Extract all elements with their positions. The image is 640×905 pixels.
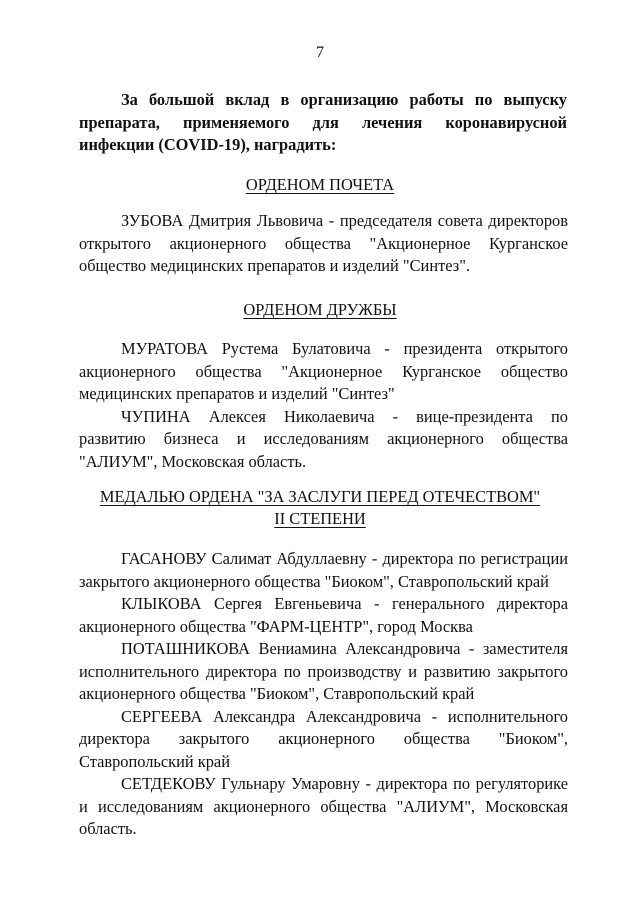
recipient-entry: СЕРГЕЕВА Александра Александровича - исполнительного директора закрытого акционерного общества "Биоком", Ставропольский край	[79, 706, 568, 771]
recipient-entry: ПОТАШНИКОВА Вениамина Александровича - заместителя исполнительного директора по производству и развитию закрытого акционерного общества "Биоком", Ставропольский край	[79, 639, 568, 703]
recipient-entry: КЛЫКОВА Сергея Евгеньевича - генерального директора акционерного общества "ФАРМ-ЦЕНТР", город Москва	[79, 594, 568, 636]
recipient-list-order-of-friendship	[79, 338, 568, 473]
page-number: 7	[316, 44, 324, 61]
award-heading-line: II СТЕПЕНИ	[274, 509, 366, 528]
award-heading-line: МЕДАЛЬЮ ОРДЕНА "ЗА ЗАСЛУГИ ПЕРЕД ОТЕЧЕСТВОМ"	[99, 487, 541, 506]
intro-continuation: препарата, применяемого для лечения коронавирусной инфекции (COVID-19), наградить:	[79, 112, 567, 154]
award-heading-medal-for-merit	[0, 486, 640, 530]
intro-first-line: За большой вклад в организацию работы по выпуску	[121, 90, 567, 109]
intro-paragraph	[79, 89, 567, 157]
recipient-list-medal-for-merit	[79, 548, 568, 841]
recipient-entry: СЕТДЕКОВУ Гульнару Умаровну - директора по регуляторике и исследованиям акционерного общества "АЛИУМ", Московская область.	[79, 774, 568, 838]
recipient-entry: МУРАТОВА Рустема Булатовича - президента открытого акционерного общества "Акционерное Курганское общество медицинских препаратов и изделий "Синтез"	[79, 339, 568, 403]
award-heading-order-of-friendship: ОРДЕНОМ ДРУЖБЫ	[243, 300, 397, 319]
recipient-entry: ГАСАНОВУ Салимат Абдуллаевну - директора по регистрации закрытого акционерного общества "Биоком", Ставропольский край	[79, 549, 568, 591]
recipient-list-order-of-honor	[79, 210, 568, 278]
recipient-entry: ЗУБОВА Дмитрия Львовича - председателя совета директоров открытого акционерного общества "Акционерное Курганское общество медицинских препаратов и изделий "Синтез".	[79, 211, 568, 275]
recipient-entry: ЧУПИНА Алексея Николаевича - вице-президента по развитию бизнеса и исследованиям акционерного общества "АЛИУМ", Московская область.	[79, 406, 568, 471]
award-heading-order-of-honor: ОРДЕНОМ ПОЧЕТА	[245, 175, 395, 194]
